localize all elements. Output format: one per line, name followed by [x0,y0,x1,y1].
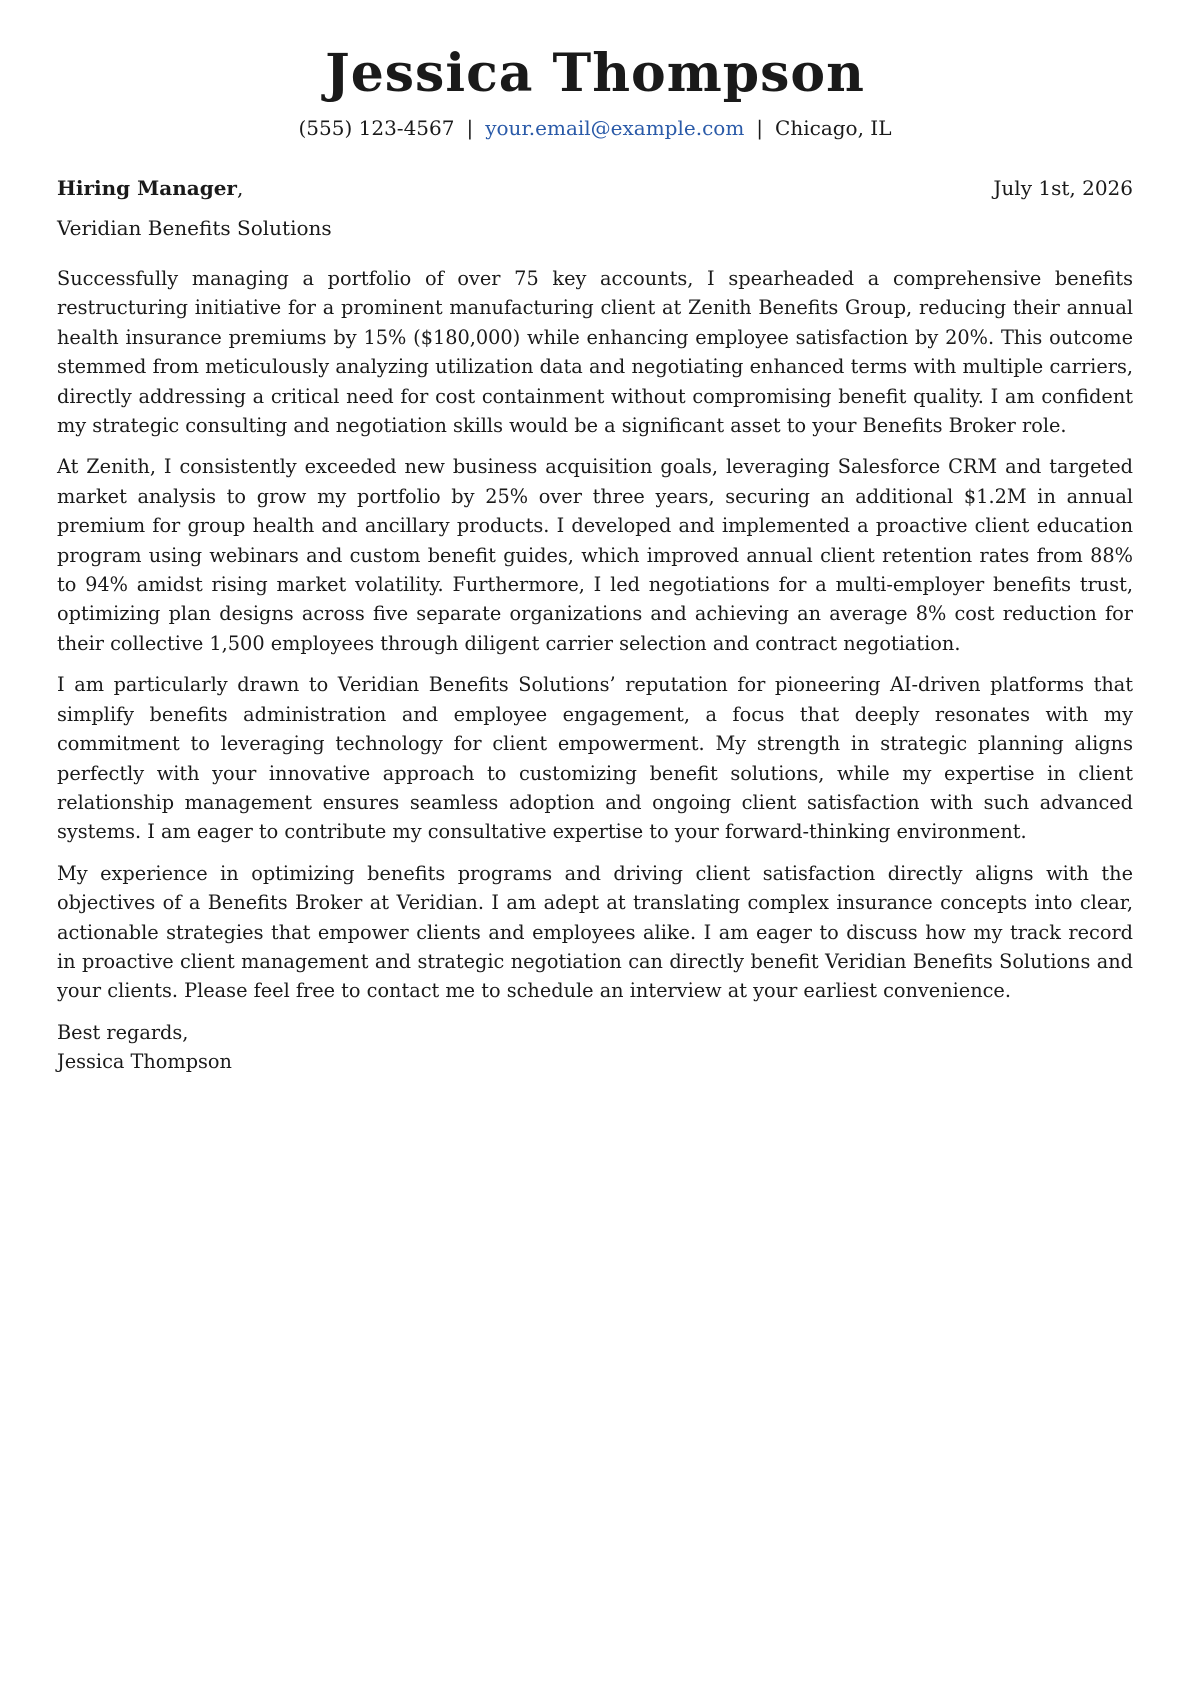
recipient-row [57,174,1133,202]
recipient-title: Hiring Manager [57,176,237,200]
letter-header [57,0,1133,140]
recipient-greeting [57,174,243,202]
letter-closing [57,1018,1133,1077]
closing-salutation: Best regards, [57,1020,189,1044]
contact-separator: | [756,116,764,140]
contact-separator: | [466,116,474,140]
recipient-company: Veridian Benefits Solutions [57,216,332,240]
body-paragraph: Successfully managing a portfolio of over 75 key accounts, I spearheaded a comprehensive benefits restructuring initiative for a prominent manufacturing client at Zenith Benefits Group, reducing their annual health insurance premiums by 15% ($180,000) while enhancing employee satisfaction by 20%. This outcome stemmed from meticulously analyzing utilization data and negotiating enhanced terms with multiple carriers, directly addressing a critical need for cost containment without compromising benefit quality. I am confident my strategic consulting and negotiation skills would be a significant asset to your Benefits Broker role. [57,267,1133,438]
applicant-name: Jessica Thompson [325,43,865,104]
body-paragraph: I am particularly drawn to Veridian Benefits Solutions’ reputation for pioneering AI-driven platforms that simplify benefits administration and employee engagement, a focus that deeply resonates with my commitment to leveraging technology for client empowerment. My strength in strategic planning aligns perfectly with your innovative approach to customizing benefit solutions, while my expertise in client relationship management ensures seamless adoption and ongoing client satisfaction with such advanced systems. I am eager to contribute my consultative expertise to your forward-thinking environment. [57,673,1133,844]
closing-signature: Jessica Thompson [57,1050,232,1074]
contact-line [57,116,1133,140]
body-paragraph: At Zenith, I consistently exceeded new business acquisition goals, leveraging Salesforce CRM and targeted market analysis to grow my portfolio by 25% over three years, securing an additional $1.2M in annual premium for group health and ancillary products. I developed and implemented a proactive client education program using webinars and custom benefit guides, which improved annual client retention rates from 88% to 94% amidst rising market volatility. Furthermore, I led negotiations for a multi-employer benefits trust, optimizing plan designs across five separate organizations and achieving an average 8% cost reduction for their collective 1,500 employees through diligent carrier selection and contract negotiation. [57,455,1133,655]
body-paragraph: My experience in optimizing benefits programs and driving client satisfaction directly aligns with the objectives of a Benefits Broker at Veridian. I am adept at translating complex insurance concepts into clear, actionable strategies that empower clients and employees alike. I am eager to discuss how my track record in proactive client management and strategic negotiation can directly benefit Veridian Benefits Solutions and your clients. Please feel free to contact me to schedule an interview at your earliest convenience. [57,861,1133,1003]
recipient-title-suffix: , [236,176,244,200]
location: Chicago, IL [775,116,892,140]
email-link[interactable]: your.email@example.com [485,116,745,140]
phone-number: (555) 123-4567 [298,116,455,140]
letter-date: July 1st, 2026 [993,176,1133,200]
letter-body [57,264,1133,1006]
